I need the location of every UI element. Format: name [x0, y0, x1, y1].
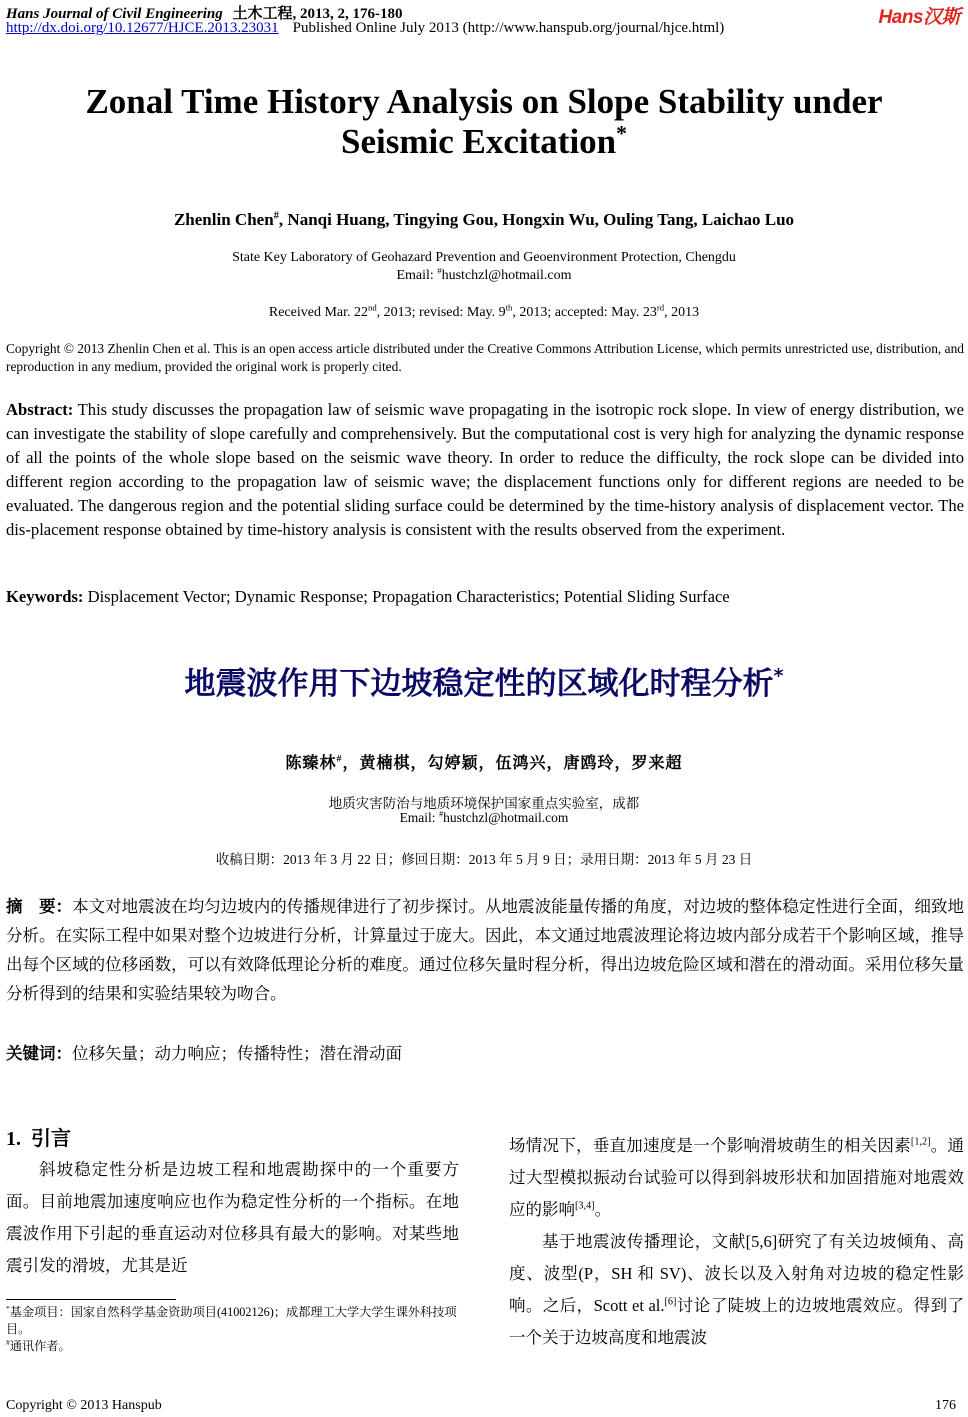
body-right-column — [509, 1130, 964, 1354]
affiliation-cn: 地质灾害防治与地质环境保护国家重点实验室，成都 — [328, 796, 640, 811]
body-paragraph: 基于地震波传播理论，文献[5,6]研究了有关边坡倾角、高度、波型(P，SH 和 SV)、波长以及入射角对边坡的稳定性影响。之后，Scott et al.[6]讨论了陡坡上的边坡地震效应。得到了一个关于边坡高度和地震波 — [509, 1232, 965, 1347]
section-heading: 1. 引言 — [6, 1128, 71, 1150]
authors-en: Zhenlin Chen#, Nanqi Huang, Tingying Gou, Hongxin Wu, Ouling Tang, Laichao Luo — [173, 210, 795, 229]
hans-logo: Hans汉斯 — [878, 7, 960, 28]
footnotes — [6, 1304, 458, 1355]
keywords-text: Displacement Vector; Dynamic Response; Propagation Characteristics; Potential Sliding Surface — [83, 587, 730, 606]
published-online: Published Online July 2013 (http://www.hanspub.org/journal/hjce.html) — [292, 20, 725, 36]
keywords-cn-label: 关键词： — [6, 1044, 72, 1063]
title-line-2: Seismic Excitation* — [341, 121, 627, 161]
footnote-corresponding: #通讯作者。 — [6, 1337, 71, 1353]
keywords-cn-text: 位移矢量；动力响应；传播特性；潜在滑动面 — [72, 1044, 402, 1063]
journal-doi-line — [6, 20, 724, 37]
body-paragraph: 场情况下，垂直加速度是一个影响滑坡萌生的相关因素[1,2]。通过大型模拟振动台试验可以得到斜坡形状和加固措施对地震效应的影响[3,4]。 — [509, 1136, 965, 1219]
body-paragraph: 斜坡稳定性分析是边坡工程和地震勘探中的一个重要方面。目前地震加速度响应也作为稳定性分析的一个指标。在地震波作用下引起的垂直运动对位移具有最大的影响。对某些地震引发的滑坡，尤其是近 — [6, 1160, 459, 1275]
keywords-cn — [6, 1040, 964, 1064]
email-en: Email: #hustchzl@hotmail.com — [396, 265, 572, 283]
footer-copyright: Copyright © 2013 Hanspub — [6, 1398, 162, 1413]
doi-link[interactable]: http://dx.doi.org/10.12677/HJCE.2013.23031 — [6, 20, 279, 36]
copyright-notice: Copyright © 2013 Zhenlin Chen et al. This is an open access article distributed under the Creative Commons Attribution License, which permits unrestricted use, distribution, and reproduction in any medium, provided the original work is properly cited. — [6, 341, 964, 374]
paper-title-en — [0, 82, 968, 162]
abstract-cn-text: 本文对地震波在均匀边坡内的传播规律进行了初步探讨。从地震波能量传播的角度，对边坡的整体稳定性进行全面，细致地分析。在实际工程中如果对整个边坡进行分析，计算量过于庞大。因此，本文通过地震波理论将边坡内部分成若干个影响区域，推导出每个区域的位移函数，可以有效降低理论分析的难度。通过位移矢量时程分析，得出边坡危险区域和潜在的滑动面。采用位移矢量分析得到的结果和实验结果较为吻合。 — [6, 897, 965, 1003]
affiliation-en: State Key Laboratory of Geohazard Prevention and Geoenvironment Protection, Chengdu — [232, 250, 736, 265]
title-footnote-mark: * — [616, 121, 627, 146]
journal-name-cn: 土木工程 — [232, 6, 293, 22]
footnote-funding: *基金项目：国家自然科学基金资助项目(41002126)；成都理工大学大学生课外科技项目。 — [6, 1303, 457, 1336]
abstract-label: Abstract: — [6, 400, 74, 419]
email-cn: Email: #hustchzl@hotmail.com — [399, 809, 569, 825]
abstract-cn-label: 摘 要： — [6, 897, 73, 916]
abstract-text: This study discusses the propagation law of seismic wave propagating in the isotropic rock slope. In view of energy distribution, we can investigate the stability of slope carefully and comprehensively. But the computational cost is very high for analyzing the dynamic response of all the points of the whole slope based on the seismic wave theory. In order to reduce the difficulty, the rock slope can be divided into different region according to the propagation law of seismic wave; the displacement functions only for different regions are needed to be evaluated. The dangerous region and the potential sliding surface could be determined by the time-history analysis of displacement vector. The dis-placement response obtained by time-history analysis is consistent with the results observed from the experiment. — [6, 400, 964, 539]
abstract-en — [6, 398, 964, 542]
keywords-label: Keywords: — [6, 587, 84, 606]
footnote-divider — [6, 1299, 176, 1300]
abstract-cn — [6, 892, 964, 1008]
journal-name: Hans Journal of Civil Engineering — [6, 6, 223, 22]
body-left-column — [6, 1154, 459, 1282]
paper-title-cn: 地震波作用下边坡稳定性的区域化时程分析* — [184, 664, 784, 702]
dates-cn: 收稿日期：2013 年 3 月 22 日；修回日期：2013 年 5 月 9 日；录用日期：2013 年 5 月 23 日 — [215, 852, 753, 867]
page-number: 176 — [935, 1398, 956, 1413]
title-line-1: Zonal Time History Analysis on Slope Stability under — [85, 82, 883, 121]
keywords-en — [6, 586, 964, 608]
received-dates-en: Received Mar. 22nd, 2013; revised: May. 9th, 2013; accepted: May. 23rd, 2013 — [268, 302, 700, 320]
authors-cn: 陈臻林#，黄楠棋，勾婷颖，伍鸿兴，唐鸥玲，罗来超 — [285, 753, 683, 772]
journal-issue: , 2013, 2, 176-180 — [292, 6, 403, 22]
